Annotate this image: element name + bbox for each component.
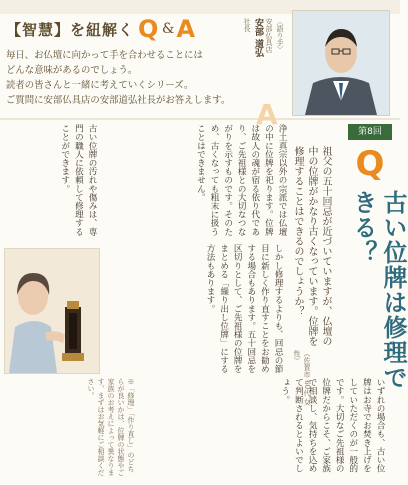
intro-line: どんな意味があるのでしょう。 [6,65,138,76]
speaker-portrait-illustration [293,11,389,115]
answer-text-column: いずれの場合も、古い位牌はお寺でお焚き上げをしていただくのが一般的です。大切なご先祖様の位牌だからこそ、ご家族で相談し、気持ちを込めて判断されるとよいでしょう。 [279,378,385,473]
answer-text-column: 古い位牌の汚れや傷みは、専門の職人に依頼して修理することができます。 [59,124,97,236]
answer-mark-a: A [256,98,278,131]
qa-logo-amp: & [162,21,175,37]
speaker-credit [243,18,284,110]
speaker-role: 〈語り手〉 [276,18,284,53]
woman-with-ihai-photo [4,248,100,374]
speaker-title: 社長 [243,18,251,32]
answer-text-column: 浄土真宗以外の宗派では仏壇の中に位牌を祀ります。位牌は故人の魂が宿る依り代であり、ご先祖様との大切なつながりを示すものです。そのため、古くなっても粗末に扱うことはできません。 [195,124,287,236]
answer-text-column: しかし修理するよりも、回忌の節目に新しく作り直すことをお勧めする場合もあります。五十回忌を区切りとして、ご先祖様の位牌をまとめる「繰り出し位牌」にする方法もあります。 [205,244,283,373]
question-attribution: （佐賀市 60代 女性） [293,350,311,406]
question-headline: 古い位牌は修理できる？ [349,190,408,390]
woman-with-ihai-illustration [5,249,99,373]
photo-caption: ※「修理」「作り直し」のどちらが良いかは、位牌の状態やご家族のお考えによって異なります。まずはお気軽にご相談ください。 [87,378,135,476]
qa-logo-a: A [176,15,196,43]
question-detail: 祖父の五十回忌が近づいていますが、仏壇の中の位牌がかなり古くなっています。位牌を修理することはできるのでしょうか？ [292,146,331,346]
intro-line: 読者の皆さんと一緒に考えていくシリーズ。 [6,80,194,91]
speaker-company: 安部仏具店 [265,18,273,53]
qa-logo-q: Q [138,15,159,43]
series-title: 【智慧】を紐解く [6,20,135,39]
speaker-name: 安部 道弘 [253,18,263,58]
intro-line: ご質問に安部仏具店の安部道弘社長がお答えします。 [6,95,231,106]
episode-badge: 第8回 [348,124,392,140]
series-intro [6,48,242,108]
header-divider [0,118,400,120]
intro-line: 毎日、お仏壇に向かって手を合わせることには [6,50,203,61]
article-header [6,14,195,44]
speaker-portrait [292,10,390,116]
question-mark-q: Q [355,144,385,184]
